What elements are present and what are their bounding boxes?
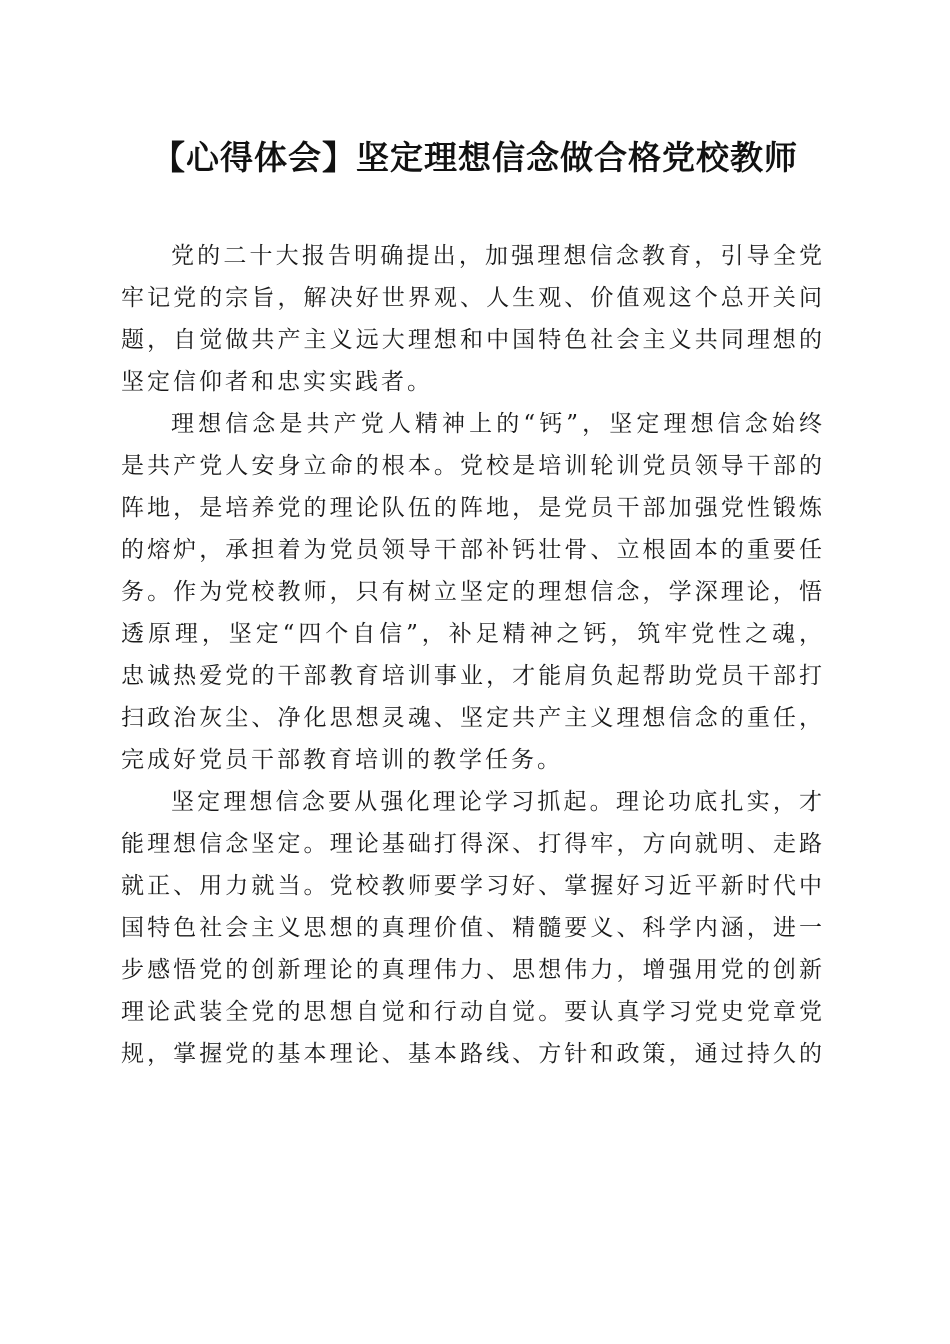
paragraph-line: 国特色社会主义思想的真理价值、精髓要义、科学内涵，进一 [121,915,825,941]
paragraph-line: 理想信念是共产党人精神上的“钙”，坚定理想信念始终 [171,411,825,437]
paragraph-2 [121,403,825,781]
paragraph-line: 坚定信仰者和忠实实践者。 [121,369,433,395]
paragraph-line: 扫政治灰尘、净化思想灵魂、坚定共产主义理想信念的重任， [121,705,825,731]
paragraph-line: 党的二十大报告明确提出，加强理想信念教育，引导全党 [171,243,825,269]
paragraph-line: 务。作为党校教师，只有树立坚定的理想信念，学深理论，悟 [121,579,825,605]
paragraph-line: 坚定理想信念要从强化理论学习抓起。理论功底扎实，才 [171,789,825,815]
document-body [121,235,825,1075]
paragraph-line: 阵地，是培养党的理论队伍的阵地，是党员干部加强党性锻炼 [121,495,825,521]
paragraph-line: 就正、用力就当。党校教师要学习好、掌握好习近平新时代中 [121,873,825,899]
paragraph-line: 题，自觉做共产主义远大理想和中国特色社会主义共同理想的 [121,327,825,353]
document-title: 【心得体会】坚定理想信念做合格党校教师 [152,138,798,177]
paragraph-line: 完成好党员干部教育培训的教学任务。 [121,747,563,773]
paragraph-line: 牢记党的宗旨，解决好世界观、人生观、价值观这个总开关问 [121,285,825,311]
paragraph-line: 步感悟党的创新理论的真理伟力、思想伟力，增强用党的创新 [121,957,825,983]
paragraph-line: 透原理，坚定“四个自信”，补足精神之钙，筑牢党性之魂， [121,621,825,647]
paragraph-line: 规，掌握党的基本理论、基本路线、方针和政策，通过持久的 [121,1041,825,1067]
paragraph-line: 是共产党人安身立命的根本。党校是培训轮训党员领导干部的 [121,453,825,479]
paragraph-line: 忠诚热爱党的干部教育培训事业，才能肩负起帮助党员干部打 [121,663,825,689]
paragraph-3 [121,781,825,1075]
paragraph-line: 能理想信念坚定。理论基础打得深、打得牢，方向就明、走路 [121,831,825,857]
paragraph-line: 理论武装全党的思想自觉和行动自觉。要认真学习党史党章党 [121,999,825,1025]
paragraph-line: 的熔炉，承担着为党员领导干部补钙壮骨、立根固本的重要任 [121,537,825,563]
paragraph-1 [121,235,825,403]
